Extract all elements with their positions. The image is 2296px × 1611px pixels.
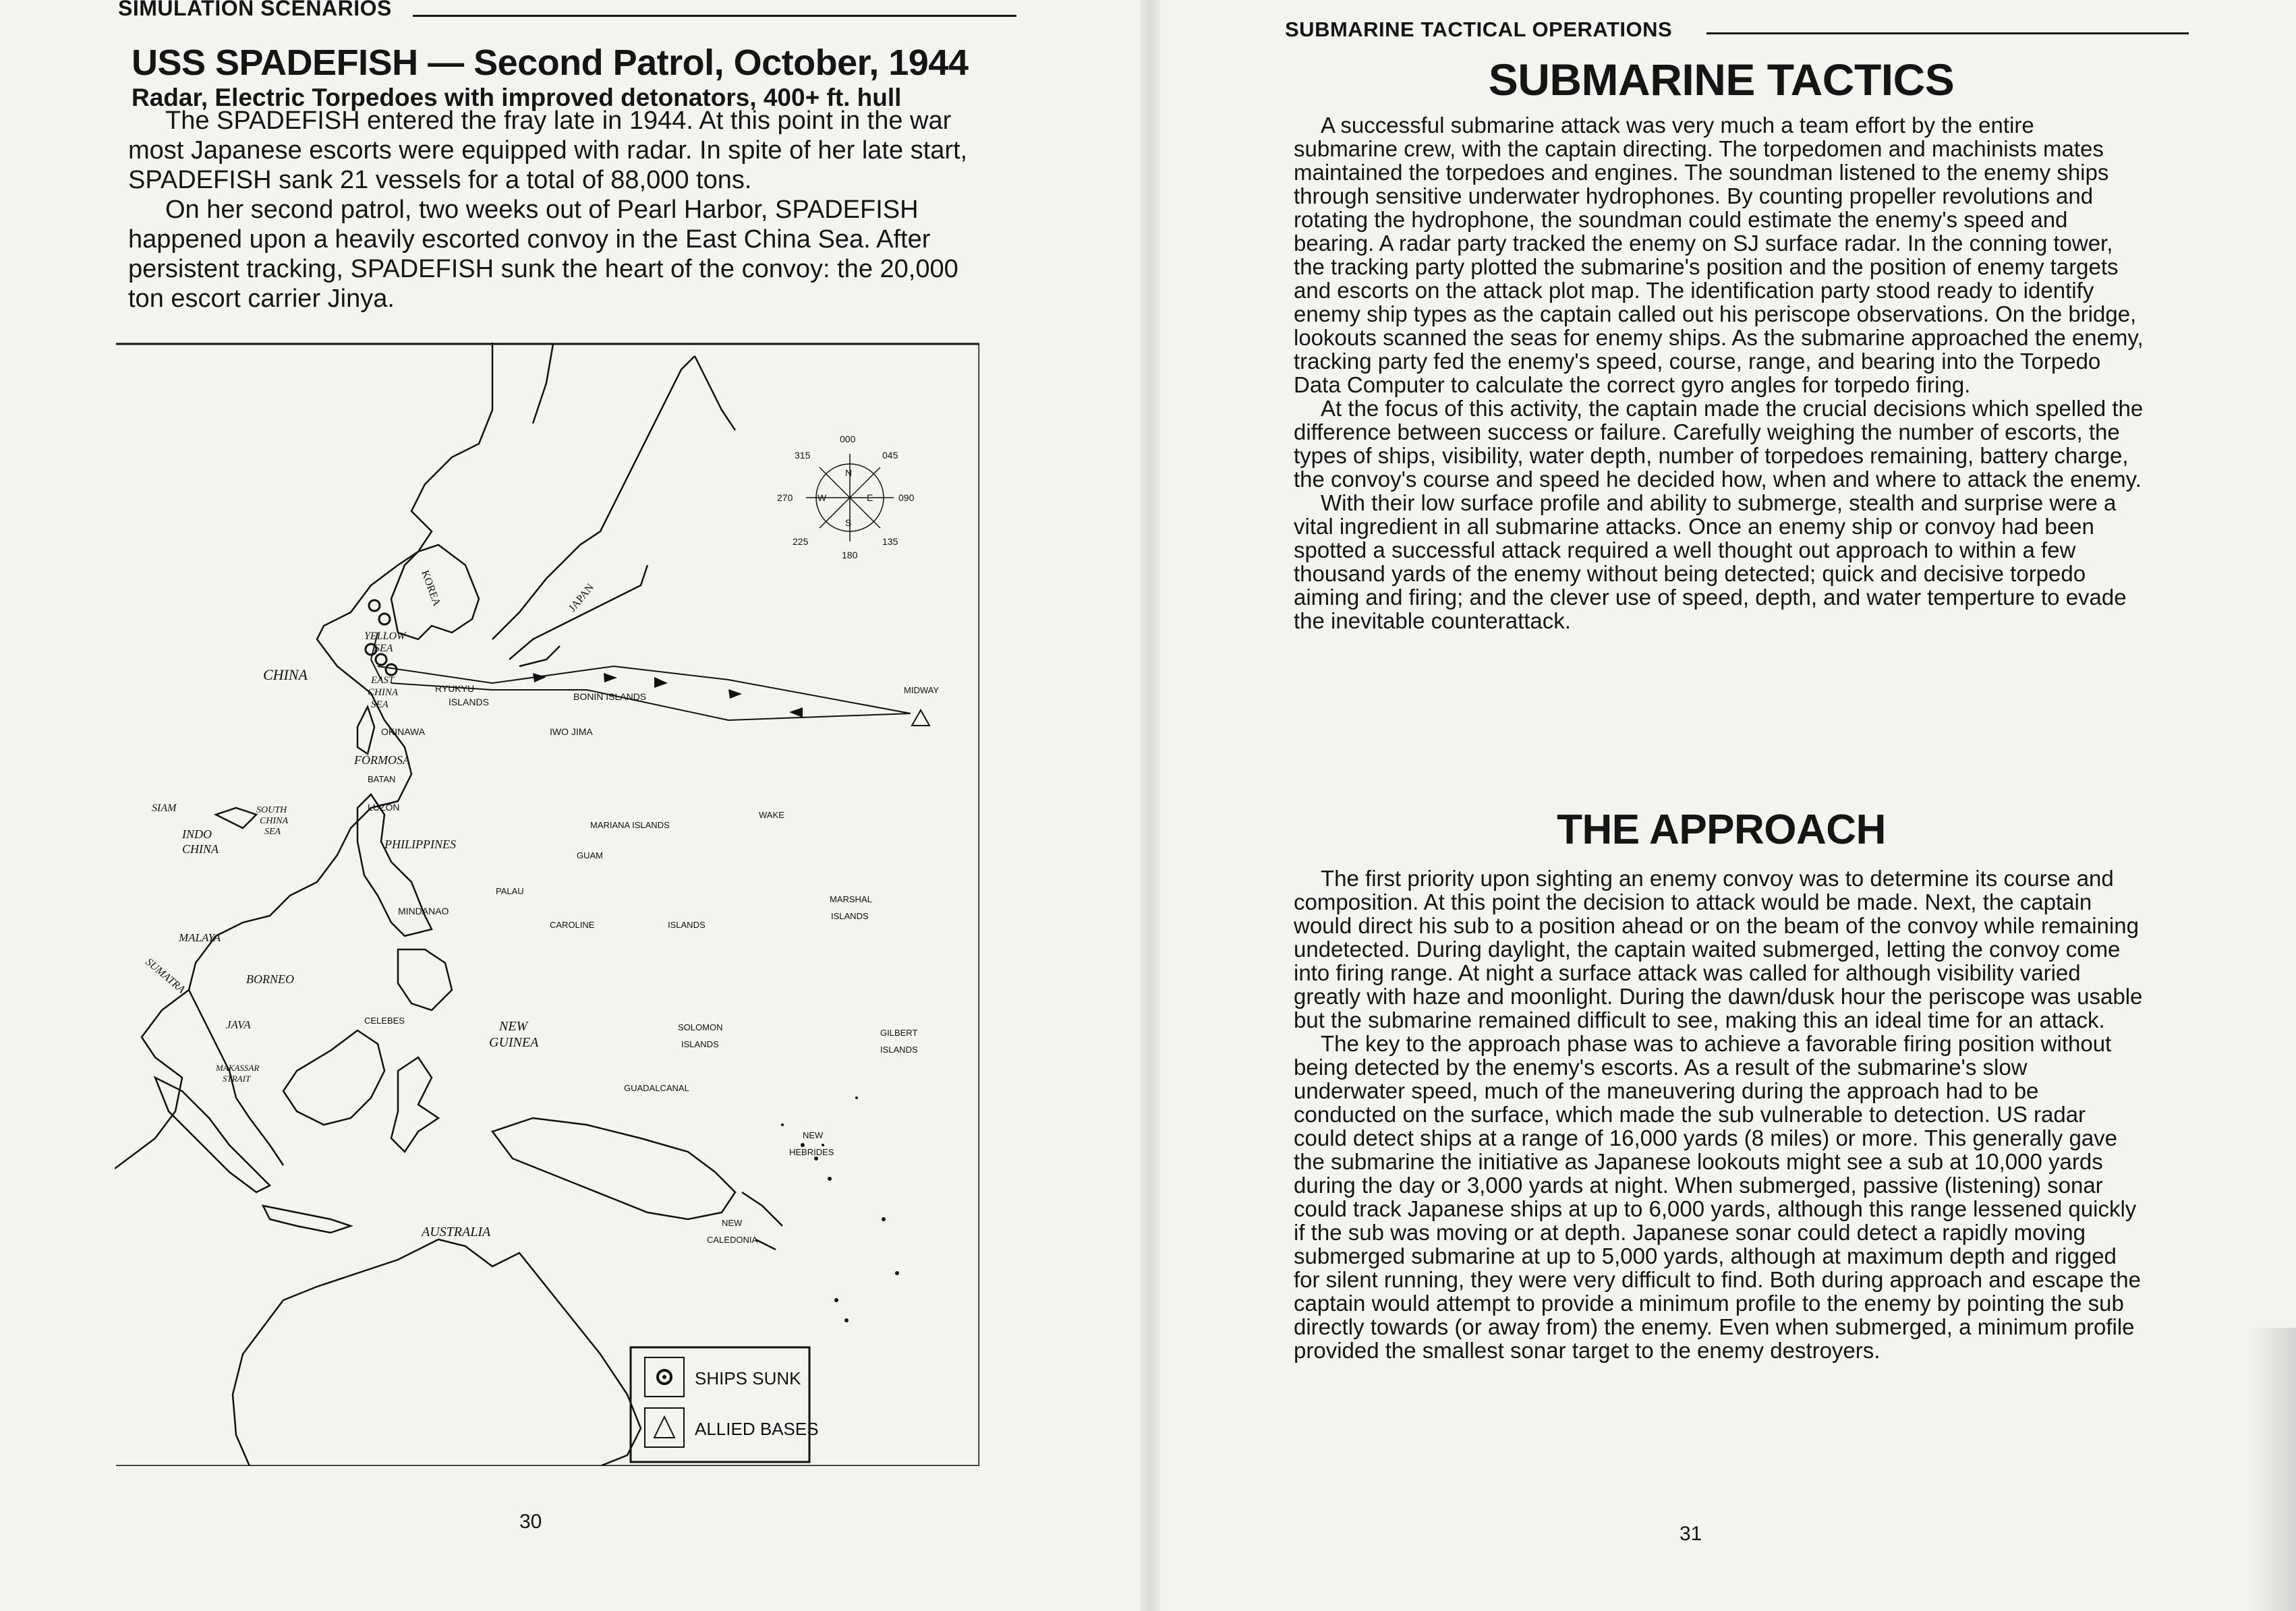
page-subtitle: Radar, Electric Torpedoes with improved detonators, 400+ ft. hull — [132, 84, 902, 111]
label-guam: GUAM — [577, 850, 603, 860]
section-rule — [413, 15, 1016, 17]
label-malaya: MALAYA — [179, 931, 221, 944]
svg-text:CHINA: CHINA — [260, 816, 288, 826]
paragraph: The SPADEFISH entered the fray late in 1944. At this point in the war most Japanese escorts were equipped with radar. In spite of her late start, SPADEFISH sank 21 vessels for a total of 88,000 tons. — [128, 107, 968, 194]
label-batan: BATAN — [368, 774, 396, 784]
label-caroline: CAROLINE — [550, 920, 595, 930]
compass-rose — [777, 434, 915, 560]
intro-text — [128, 106, 971, 314]
bearing-090: 090 — [898, 492, 915, 503]
label-japan: JAPAN — [567, 581, 597, 614]
paragraph: With their low surface profile and ability to submerge, stealth and surprise were a vital ingredient in all submarine attacks. Once an enemy ship or convoy had been spotted a successful attack required a well thought out approach to within a few thousand yards of the enemy without being detected; quick and decisive torpedo aiming and firing; and the clever use of speed, depth, and water temperture to evade the inevitable counterattack. — [1294, 490, 2127, 633]
bearing-000: 000 — [840, 434, 856, 444]
svg-text:CHINA: CHINA — [182, 842, 219, 856]
label-borneo: BORNEO — [246, 972, 294, 986]
label-sumatra: SUMATRA — [143, 956, 188, 996]
label-marshal: MARSHAL — [830, 894, 872, 904]
label-wake: WAKE — [759, 810, 784, 820]
svg-text:CHINA: CHINA — [368, 687, 398, 698]
left-page — [0, 0, 1147, 1611]
bearing-225: 225 — [793, 536, 809, 547]
bearing-180: 180 — [842, 550, 858, 560]
compass-e: E — [867, 492, 873, 503]
paragraph: The key to the approach phase was to achieve a favorable firing position without being detected by the enemy's escorts. As a result of the submarine's slow underwater speed, much of the maneuvering during the approach had to be conducted on the surface, which made the sub vulnerable to detection. US radar could detect ships at a range of 16,000 yards (8 miles) or more. This generally gave the submarine the initiative as Japanese lookouts might see a sub at 10,000 yards during the day or 3,000 yards at night. When submerged, passive (listening) sonar could track Japanese ships at up to 6,000 yards, although this range lessened quickly if the sub was moving or at depth. Japanese sonar could detect a rapidly moving submerged submarine at up to 5,000 yards, although at maximum depth and rigged for silent running, they were very difficult to find. Both during approach and escape the captain would attempt to provide a minimum profile to the enemy by pointing the sub directly towards (or away from) the enemy. Even when submerged, a minimum profile provided the smallest sonar target to the enemy destroyers. — [1294, 1031, 2141, 1363]
section-rule-right — [1706, 32, 2189, 34]
page-curl — [2249, 1328, 2296, 1611]
tactics-text — [1294, 113, 2144, 633]
label-mindanao: MINDANAO — [398, 906, 449, 916]
map-legend — [631, 1347, 819, 1462]
label-java: JAVA — [226, 1018, 251, 1031]
coastlines — [115, 343, 782, 1466]
label-formosa: FORMOSA — [354, 753, 410, 767]
legend-allied-bases: ALLIED BASES — [695, 1419, 819, 1439]
svg-text:ISLANDS: ISLANDS — [831, 911, 869, 921]
label-philippines: PHILIPPINES — [384, 838, 456, 851]
label-makassar: MAKASSAR — [216, 1063, 260, 1073]
svg-text:HEBRIDES: HEBRIDES — [789, 1147, 834, 1157]
svg-text:SEA: SEA — [264, 827, 281, 837]
label-gilbert: GILBERT — [880, 1028, 918, 1038]
bearing-135: 135 — [882, 536, 898, 547]
compass-w: W — [817, 492, 827, 503]
label-ryukyu-islands: ISLANDS — [449, 697, 489, 707]
allied-base-midway — [912, 710, 929, 726]
svg-text:GUINEA: GUINEA — [489, 1035, 539, 1050]
paragraph: On her second patrol, two weeks out of Pearl Harbor, SPADEFISH happened upon a heavily escorted convoy in the East China Sea. After persistent tracking, SPADEFISH sunk the heart of the convoy: the 20,000 ton escort carrier Jinya. — [128, 196, 958, 313]
label-guadalcanal: GUADALCANAL — [624, 1083, 689, 1093]
bearing-270: 270 — [777, 492, 793, 503]
label-iwo-jima: IWO JIMA — [550, 726, 593, 737]
section-header: SIMULATION SCENARIOS — [118, 0, 392, 20]
label-korea: KOREA — [419, 568, 443, 608]
label-indo-china: INDO — [182, 827, 212, 841]
label-siam: SIAM — [152, 802, 177, 814]
label-bonin: BONIN ISLANDS — [573, 691, 647, 702]
label-new-caledonia: NEW — [722, 1218, 743, 1228]
label-australia: AUSTRALIA — [422, 1225, 491, 1239]
compass-s: S — [845, 517, 852, 528]
svg-text:ISLANDS: ISLANDS — [880, 1045, 918, 1055]
label-east-china-sea: EAST — [371, 675, 395, 686]
legend-ships-sunk: SHIPS SUNK — [695, 1368, 801, 1388]
label-solomon: SOLOMON — [678, 1022, 723, 1032]
label-yellow-sea: YELLOW — [364, 631, 406, 642]
svg-text:STRAIT: STRAIT — [223, 1074, 251, 1084]
approach-text — [1294, 867, 2144, 1362]
bearing-315: 315 — [795, 450, 811, 461]
page-number-right: 31 — [1680, 1523, 1702, 1545]
label-ryukyu: RYUKYU — [435, 683, 475, 694]
tactics-title: SUBMARINE TACTICS — [1488, 55, 1955, 105]
label-new-hebrides: NEW — [803, 1130, 824, 1140]
svg-text:ISLANDS: ISLANDS — [681, 1039, 719, 1049]
paragraph: At the focus of this activity, the captain made the crucial decisions which spelled the difference between success or failure. Carefully weighing the number of escorts, the types of ships, visibility, water depth, number of torpedoes remaining, battery charge, the convoy's course and speed he decided how, when and where to attack the enemy. — [1294, 396, 2144, 492]
label-okinawa: OKINAWA — [381, 726, 426, 737]
bearing-045: 045 — [882, 450, 898, 461]
approach-heading: THE APPROACH — [1557, 807, 1886, 853]
svg-text:CALEDONIA: CALEDONIA — [707, 1235, 758, 1245]
allied-base-icon — [654, 1417, 675, 1438]
section-header-right: SUBMARINE TACTICAL OPERATIONS — [1285, 18, 1673, 41]
paragraph: The first priority upon sighting an enemy convoy was to determine its course and composition. At this point the decision to attack would be made. Next, the captain would direct his sub to a position ahead or on the beam of the convoy while remaining undetected. During daylight, the captain waited submerged, letting the convoy come into firing range. At night a surface attack was called for although visibility varied greatly with haze and moonlight. During the dawn/dusk hour the periscope was usable but the submarine remained difficult to see, making this an ideal time for an attack. — [1294, 866, 2143, 1032]
svg-text:SEA: SEA — [371, 699, 389, 710]
label-mariana: MARIANA ISLANDS — [590, 820, 670, 830]
label-midway: MIDWAY — [904, 685, 939, 695]
label-celebes: CELEBES — [364, 1016, 405, 1026]
label-palau: PALAU — [496, 886, 524, 896]
map-labels — [143, 569, 939, 1245]
compass-n: N — [845, 467, 853, 478]
page-number: 30 — [519, 1511, 542, 1533]
label-new-guinea: NEW — [499, 1019, 528, 1034]
page-title: USS SPADEFISH — Second Patrol, October, 1944 — [132, 42, 969, 83]
label-luzon: LUZON — [368, 802, 400, 813]
island-dots — [781, 1096, 899, 1322]
label-caroline-islands: ISLANDS — [668, 920, 706, 930]
pacific-patrol-map — [115, 343, 979, 1466]
paragraph: A successful submarine attack was very much a team effort by the entire submarine crew, with the captain directing. The torpedomen and machinists mates maintained the torpedoes and engines. The soundman listened to the enemy ships through sensitive underwater hydrophones. By counting propeller revolutions and rotating the hydrophone, the soundman could estimate the enemy's speed and bearing. A radar party tracked the enemy on SJ surface radar. In the conning tower, the tracking party plotted the submarine's position and the position of enemy targets and escorts on the attack plot map. The identification party stood ready to identify enemy ship types as the captain called out his periscope observations. On the bridge, lookouts scanned the seas for enemy ships. As the submarine approached the enemy, tracking party fed the enemy's speed, course, range, and bearing into the Torpedo Data Computer to calculate the correct gyro angles for torpedo firing. — [1294, 113, 2144, 397]
label-south-china-sea: SOUTH — [256, 805, 287, 815]
svg-text:SEA: SEA — [374, 643, 393, 654]
label-china: CHINA — [263, 666, 308, 683]
